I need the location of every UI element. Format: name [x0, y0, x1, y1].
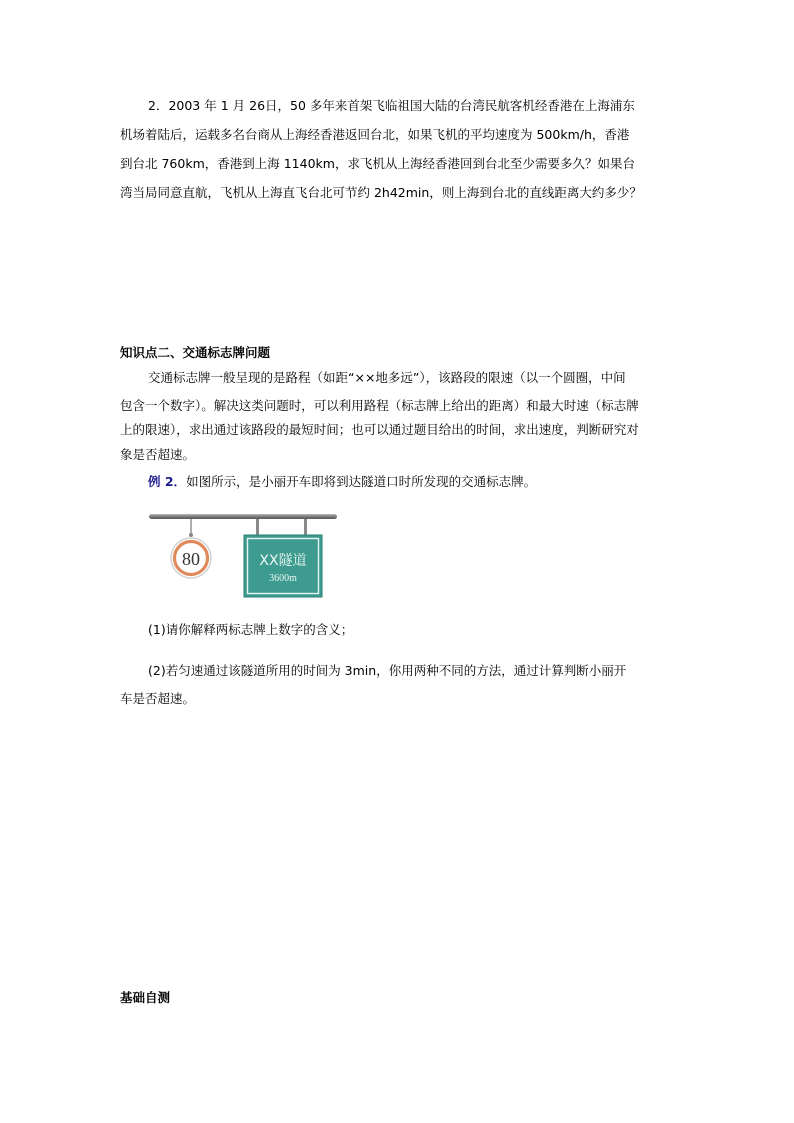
speed-sign-hook [189, 533, 193, 537]
basic-self-test-title: 基础自测 [120, 990, 171, 1005]
section-2-line-2: 包含一个数字）。解决这类问题时，可以利用路程（标志牌上给出的距离）和最大时速（标志牌 [120, 398, 639, 413]
traffic-sign-figure [148, 511, 340, 601]
question-2-line-1: (2)若匀速通过该隧道所用的时间为 3min，你用两种不同的方法，通过计算判断小丽开 [148, 663, 627, 678]
example-2 [148, 468, 708, 496]
tunnel-length: 3600m [269, 573, 297, 584]
section-2-line-4: 象是否超速。 [120, 447, 196, 462]
board-hanger-right [304, 519, 307, 535]
section-title: 知识点二、交通标志牌问题 [120, 345, 271, 360]
example-label: 例 2． [148, 474, 187, 489]
question-1: (1)请你解释两标志牌上数字的含义； [148, 622, 354, 637]
example-text: 如图所示，是小丽开车即将到达隧道口时所发现的交通标志牌。 [186, 474, 537, 489]
section-2-line-1: 交通标志牌一般呈现的是路程（如距“××地多远”），该路段的限速（以一个圆圈，中间 [148, 370, 626, 385]
question-2-line-2: 车是否超速。 [120, 691, 196, 706]
problem-2-line-3: 到台北 760km，香港到上海 1140km，求飞机从上海经香港回到台北至少需要多久？如果台 [120, 156, 635, 171]
overhead-bar [149, 514, 337, 519]
tunnel-name: XX隧道 [259, 553, 307, 569]
traffic-sign-svg [148, 511, 340, 601]
problem-2-line-1: 2．2003 年 1 月 26日，50 多年来首架飞临祖国大陆的台湾民航客机经香港在上海浦东 [148, 98, 635, 113]
section-2-line-3: 上的限速），求出通过该路段的最短时间；也可以通过题目给出的时间，求出速度，判断研究对 [120, 422, 639, 437]
speed-limit-value: 80 [182, 549, 200, 569]
problem-2-line-4: 湾当局同意直航，飞机从上海直飞台北可节约 2h42min，则上海到台北的直线距离大约多少？ [120, 185, 642, 200]
board-hanger-left [256, 519, 259, 535]
problem-2-line-2: 机场着陆后，运载多名台商从上海经香港返回台北，如果飞机的平均速度为 500km/h，香港 [120, 127, 630, 142]
